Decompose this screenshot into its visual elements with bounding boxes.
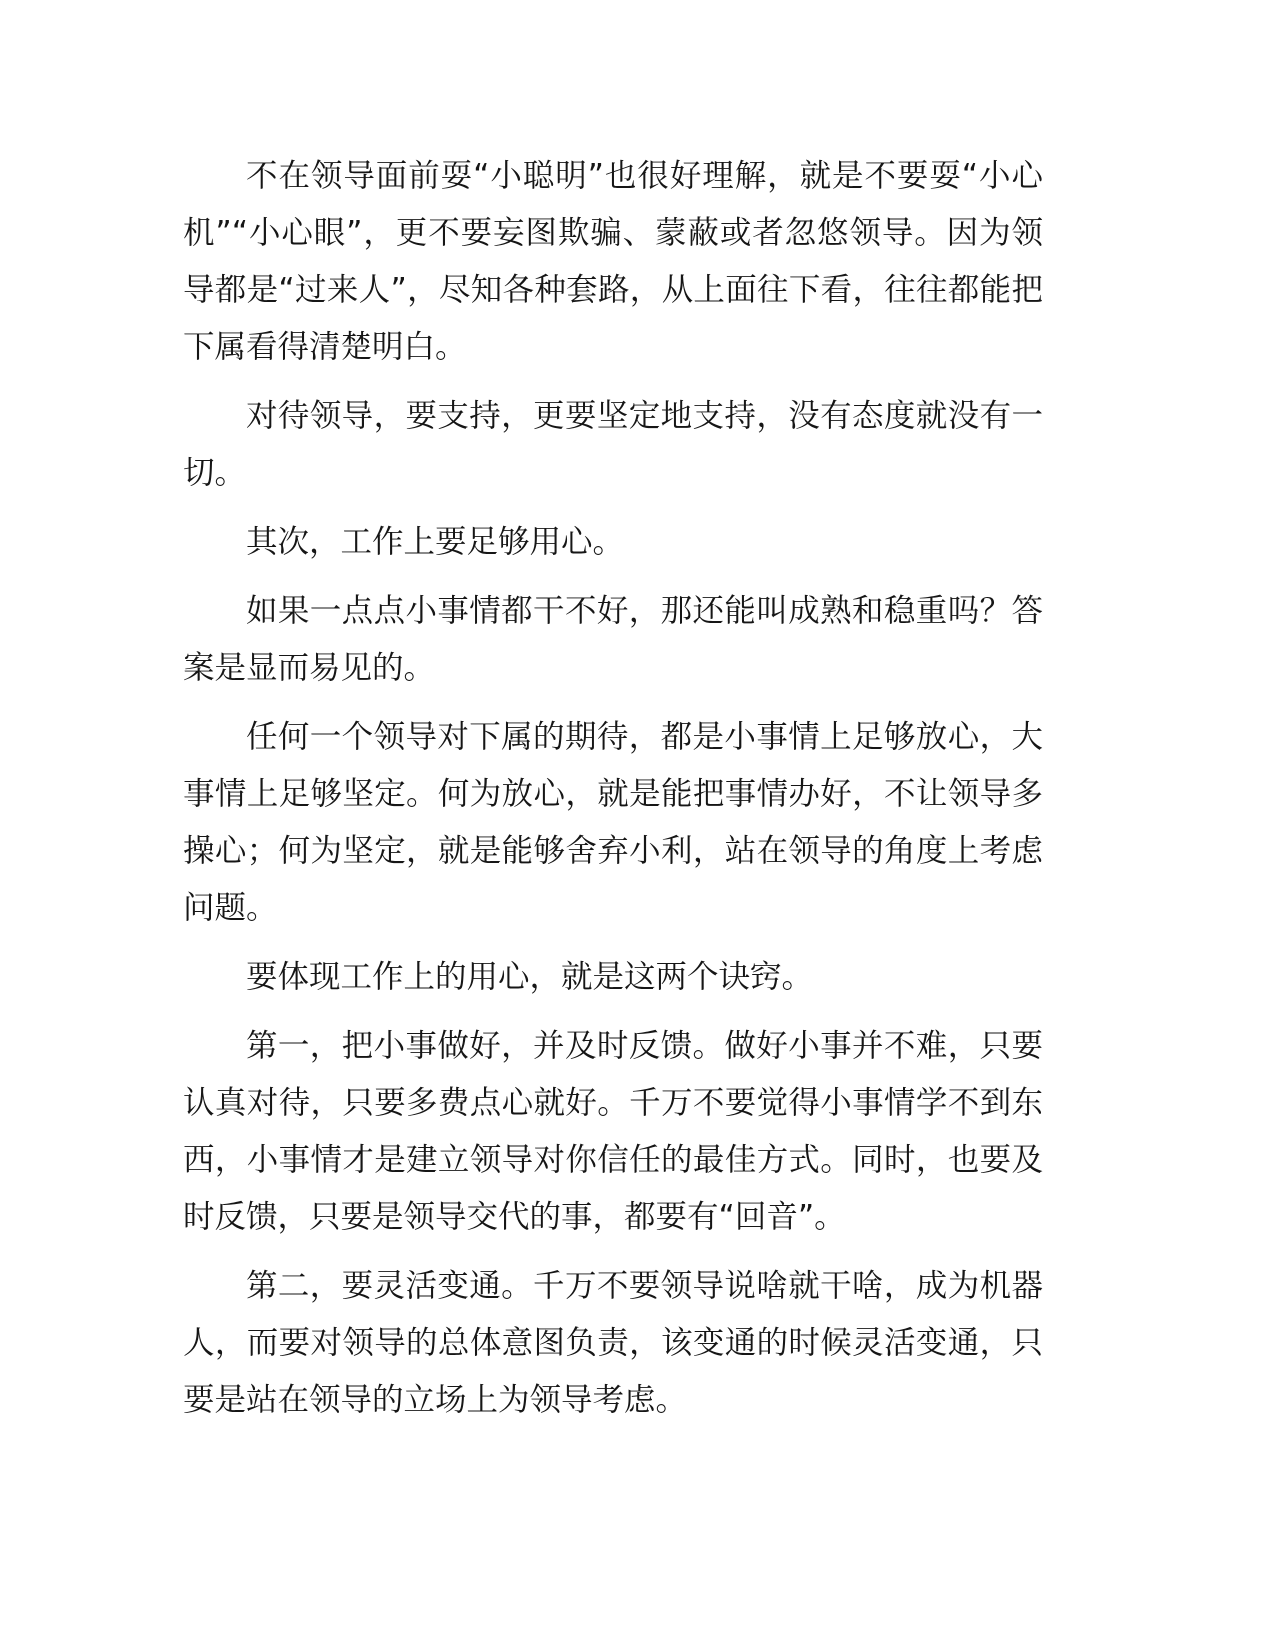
paragraph: 要体现工作上的用心，就是这两个诀窍。 xyxy=(246,959,814,995)
paragraph: 如果一点点小事情都干不好，那还能叫成熟和稳重吗？答案是显而易见的。 xyxy=(183,593,1043,686)
document-body xyxy=(183,148,1043,1441)
paragraph: 不在领导面前耍“小聪明”也很好理解，就是不要耍“小心机”“小心眼”，更不要妄图欺骗、蒙蔽或者忽悠领导。因为领导都是“过来人”，尽知各种套路，从上面往下看，往往都能把下属看得清楚明白。 xyxy=(183,158,1043,365)
paragraph: 对待领导，要支持，更要坚定地支持，没有态度就没有一切。 xyxy=(183,398,1043,491)
paragraph: 其次，工作上要足够用心。 xyxy=(246,524,625,560)
paragraph: 第一，把小事做好，并及时反馈。做好小事并不难，只要认真对待，只要多费点心就好。千万不要觉得小事情学不到东西，小事情才是建立领导对你信任的最佳方式。同时，也要及时反馈，只要是领导交代的事，都要有“回音”。 xyxy=(183,1028,1043,1235)
paragraph: 任何一个领导对下属的期待，都是小事情上足够放心，大事情上足够坚定。何为放心，就是能把事情办好，不让领导多操心；何为坚定，就是能够舍弃小利，站在领导的角度上考虑问题。 xyxy=(183,719,1043,926)
paragraph: 第二，要灵活变通。千万不要领导说啥就干啥，成为机器人，而要对领导的总体意图负责，该变通的时候灵活变通，只要是站在领导的立场上为领导考虑。 xyxy=(183,1268,1043,1418)
